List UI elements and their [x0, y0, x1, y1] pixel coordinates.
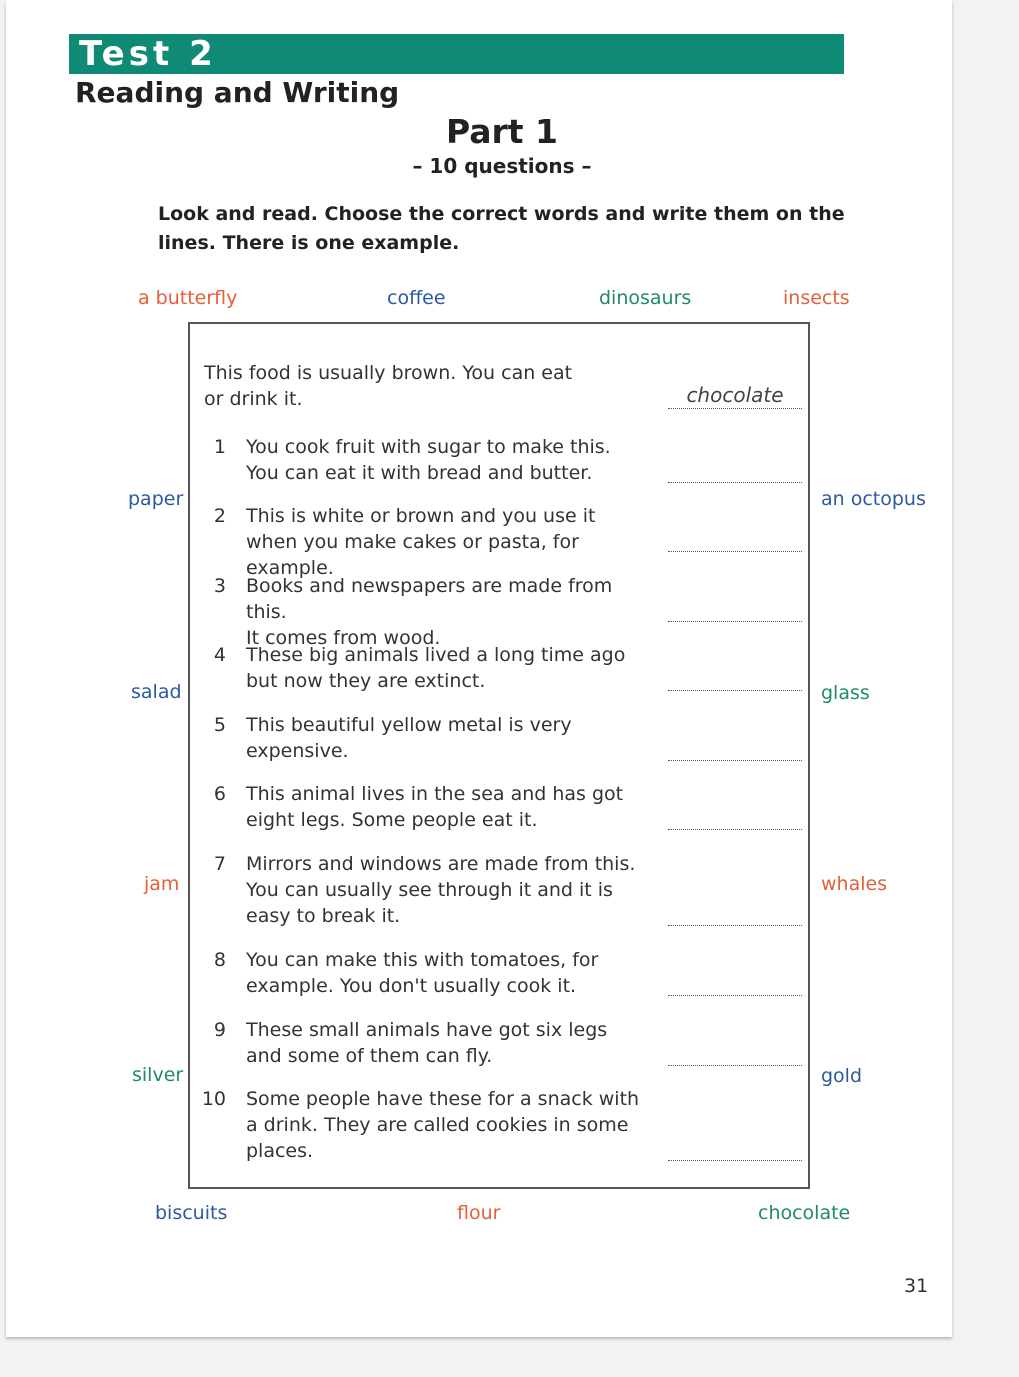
question-line: This beautiful yellow metal is very [246, 714, 572, 736]
word-jam: jam [144, 873, 180, 895]
section-subtitle: Reading and Writing [75, 76, 400, 109]
word-biscuits: biscuits [155, 1202, 228, 1224]
question-number: 8 [213, 949, 226, 971]
background-strip [0, 1345, 1019, 1377]
question-line: This is white or brown and you use it [246, 505, 596, 527]
question-line: places. [246, 1140, 314, 1162]
test-banner [69, 34, 844, 74]
worksheet-page [6, 0, 952, 1337]
question-number: 2 [213, 505, 226, 527]
example-answer: chocolate [686, 383, 784, 407]
question-line: You can usually see through it and it is [246, 879, 613, 901]
page-number: 31 [904, 1275, 929, 1297]
example-answer-line [668, 382, 802, 409]
word-dinosaurs: dinosaurs [599, 287, 692, 309]
question-line: example. You don't usually cook it. [246, 975, 577, 997]
example-line-1: This food is usually brown. You can eat [204, 362, 573, 384]
question-line: You can eat it with bread and butter. [246, 462, 593, 484]
question-line: when you make cakes or pasta, for example. [246, 531, 579, 579]
question-number: 3 [213, 575, 226, 597]
question-line: This animal lives in the sea and has got [246, 783, 624, 805]
word-coffee: coffee [387, 287, 446, 309]
question-line: Some people have these for a snack with [246, 1088, 640, 1110]
question-line: Mirrors and windows are made from this. [246, 853, 636, 875]
question-line: These big animals lived a long time ago [246, 644, 626, 666]
question-line: Books and newspapers are made from this. [246, 575, 613, 623]
question-line: These small animals have got six legs [246, 1019, 608, 1041]
word-paper: paper [128, 488, 184, 510]
answer-line[interactable] [668, 525, 802, 552]
test-title: Test 2 [79, 34, 217, 74]
answer-line[interactable] [668, 595, 802, 622]
word-an-octopus: an octopus [821, 488, 926, 510]
question-line: expensive. [246, 740, 349, 762]
word-salad: salad [131, 681, 182, 703]
question-line: You can make this with tomatoes, for [246, 949, 599, 971]
word-chocolate: chocolate [758, 1202, 851, 1224]
answer-line[interactable] [668, 1134, 802, 1161]
question-number: 10 [201, 1088, 226, 1110]
question-line: and some of them can fly. [246, 1045, 493, 1067]
answer-line[interactable] [668, 1039, 802, 1066]
question-line: You cook fruit with sugar to make this. [246, 436, 611, 458]
questions-count: – 10 questions – [412, 154, 592, 178]
question-line: but now they are extinct. [246, 670, 486, 692]
question-line: a drink. They are called cookies in some [246, 1114, 629, 1136]
answer-line[interactable] [668, 803, 802, 830]
question-line: It comes from wood. [246, 627, 441, 649]
answer-line[interactable] [668, 969, 802, 996]
word-a-butterfly: a butterfly [138, 287, 238, 309]
answer-line[interactable] [668, 734, 802, 761]
example-line-2: or drink it. [204, 388, 303, 410]
answer-line[interactable] [668, 899, 802, 926]
word-whales: whales [821, 873, 888, 895]
question-line: easy to break it. [246, 905, 401, 927]
question-number: 9 [213, 1019, 226, 1041]
question-number: 7 [213, 853, 226, 875]
question-line: eight legs. Some people eat it. [246, 809, 538, 831]
answer-line[interactable] [668, 456, 802, 483]
word-silver: silver [132, 1064, 184, 1086]
question-number: 1 [213, 436, 226, 458]
question-number: 5 [213, 714, 226, 736]
word-glass: glass [821, 682, 870, 704]
part-title: Part 1 [445, 112, 559, 151]
questions-box [188, 322, 810, 1189]
word-insects: insects [783, 287, 850, 309]
instructions: Look and read. Choose the correct words and write them on the lines. There is one example. [158, 203, 845, 254]
question-number: 4 [213, 644, 226, 666]
question-number: 6 [213, 783, 226, 805]
word-flour: flour [457, 1202, 501, 1224]
answer-line[interactable] [668, 664, 802, 691]
word-gold: gold [821, 1065, 863, 1087]
